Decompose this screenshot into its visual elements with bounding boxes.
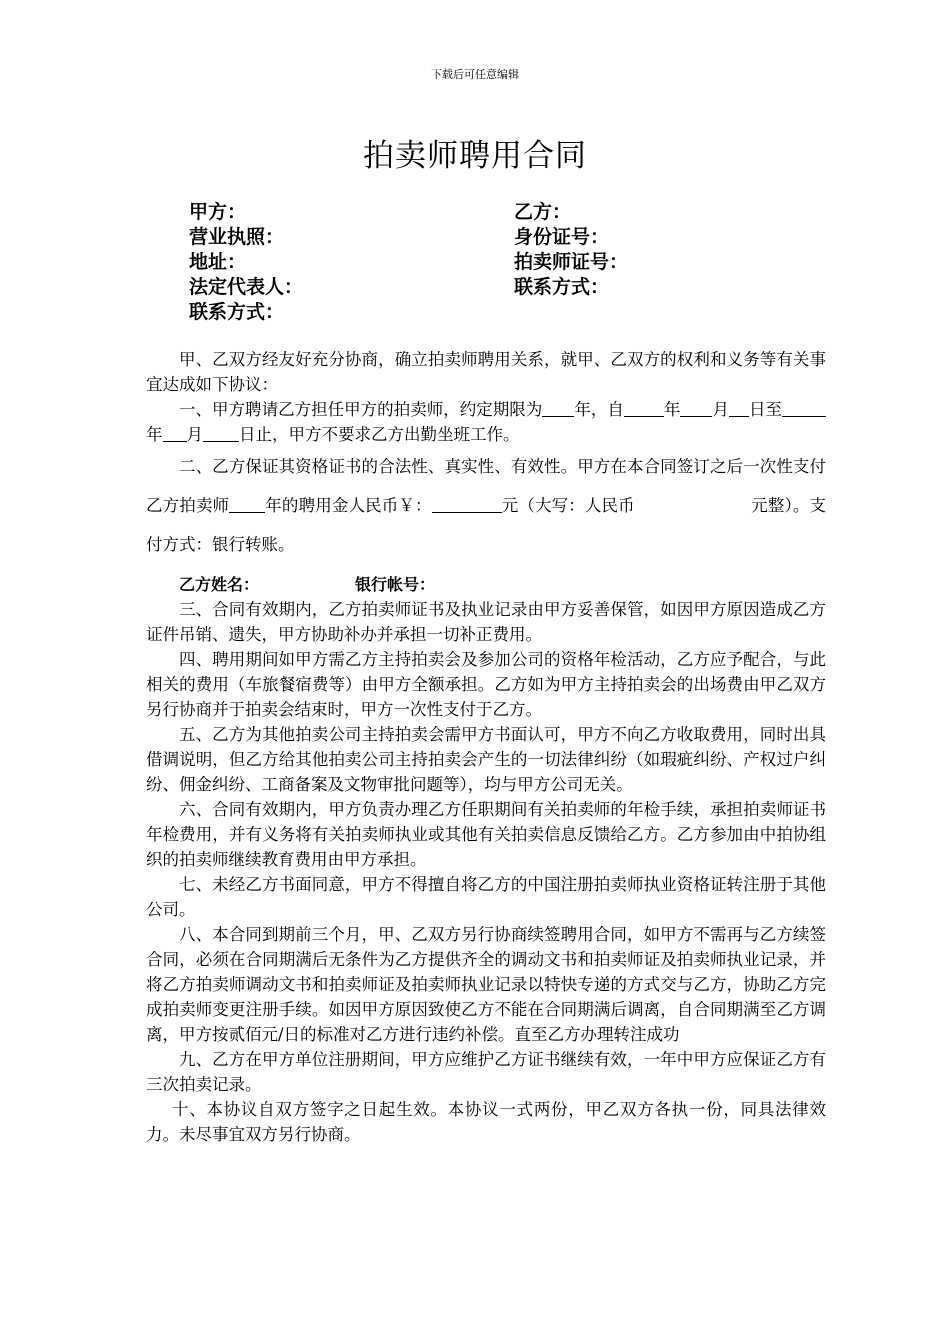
party-row: [189, 275, 749, 300]
clause-1: [146, 397, 826, 447]
clause-1-text: 一、甲方聘请乙方担任甲方的拍卖师，约定期限为: [179, 400, 543, 419]
contract-body: [146, 347, 826, 1147]
clause-2-text: 年的聘用金人民币￥：: [265, 496, 432, 515]
clause-1-text: 月: [712, 400, 729, 419]
page-title: 拍卖师聘用合同: [363, 138, 587, 174]
blank-start-month: [680, 398, 712, 417]
address-label: 地址：: [189, 251, 247, 273]
clause-1-text: 月: [186, 425, 203, 444]
clause-1-text: 年: [663, 400, 681, 419]
auctioneer-cert-label: 拍卖师证号：: [514, 251, 629, 273]
blank-term-years: [542, 398, 574, 417]
party-row: [189, 250, 749, 275]
clause-2-text: 二、乙方保证其资格证书的合法性、真实性、有效性。甲方在本合同签订之后一次性支付乙方拍卖师: [146, 457, 826, 515]
clause-2: [146, 447, 826, 564]
clause-1-text: 日止，甲方不要求乙方出勤坐班工作。: [239, 425, 520, 444]
bank-account-label: 银行帐号：: [355, 575, 436, 594]
intro-paragraph: 甲、乙双方经友好充分协商，确立拍卖师聘用关系，就甲、乙双方的权利和义务等有关事宜达成如下协议：: [146, 350, 826, 394]
header-note: 下载后可任意编辑: [431, 68, 519, 81]
bank-info-line: [146, 572, 826, 597]
party-row: [189, 200, 749, 225]
blank-fee-years: [229, 494, 265, 513]
party-b-label: 乙方：: [514, 201, 572, 223]
clause-4: 四、聘用期间如甲方需乙方主持拍卖会及参加公司的资格年检活动，乙方应予配合，与此相关的费用（车旅餐宿费等）由甲方全额承担。乙方如为甲方主持拍卖会的出场费由甲乙双方另行协商并于拍卖会结束时，甲方一次性支付于乙方。: [146, 650, 826, 719]
blank-start-day: [729, 398, 749, 417]
clause-8: 八、本合同到期前三个月，甲、乙双方另行协商续签聘用合同，如甲方不需再与乙方续签合同，必须在合同期满后无条件为乙方提供齐全的调动文书和拍卖师证及拍卖师执业记录，并将乙方拍卖师调动文书和拍卖师证及拍卖师执业记录以特快专递的方式交与乙方，协助乙方完成拍卖师变更注册手续。如因甲方原因致使乙方不能在合同期满后调离，自合同期满至乙方调离，甲方按贰佰元/日的标准对乙方进行违约补偿。直至乙方办理转注成功: [146, 925, 826, 1044]
blank-start-year: [624, 398, 664, 417]
legal-rep-label: 法定代表人：: [189, 276, 304, 298]
clause-3: 三、合同有效期内，乙方拍卖师证书及执业记录由甲方妥善保管，如因甲方原因造成乙方证件吊销、遗失，甲方协助补办并承担一切补正费用。: [146, 600, 826, 644]
clause-1-text: 年: [146, 425, 163, 444]
clause-1-text: 年，自: [574, 400, 624, 419]
clause-7: 七、未经乙方书面同意，甲方不得擅自将乙方的中国注册拍卖师执业资格证转注册于其他公司。: [146, 875, 826, 919]
clause-10: 十、本协议自双方签字之日起生效。本协议一式两份，甲乙双方各执一份，同具法律效力。未尽事宜双方另行协商。: [146, 1100, 826, 1144]
party-row: [189, 225, 749, 250]
party-row: [189, 300, 749, 325]
blank-fee-amount: [432, 494, 502, 513]
blank-end-day: [203, 423, 239, 442]
clause-9: 九、乙方在甲方单位注册期间，甲方应维护乙方证书继续有效，一年中甲方应保证乙方有三次拍卖记录。: [146, 1050, 826, 1094]
clause-2-text: 元（大写：人民币 元整）。支付方式：银行转账。: [146, 496, 827, 554]
id-number-label: 身份证号：: [514, 226, 610, 248]
payee-name-label: 乙方姓名：: [179, 575, 260, 594]
blank-end-month: [163, 423, 187, 442]
clause-5: 五、乙方为其他拍卖公司主持拍卖会需甲方书面认可，甲方不向乙方收取费用，同时出具借调说明，但乙方给其他拍卖公司主持拍卖会产生的一切法律纠纷（如瑕疵纠纷、产权过户纠纷、佣金纠纷、工商备案及文物审批问题等），均与甲方公司无关。: [146, 725, 826, 794]
business-license-label: 营业执照：: [189, 226, 285, 248]
clause-1-text: 日至: [748, 400, 783, 419]
party-b-contact-label: 联系方式：: [514, 276, 610, 298]
party-a-label: 甲方：: [189, 201, 247, 223]
parties-block: [189, 200, 749, 325]
clause-6: 六、合同有效期内，甲方负责办理乙方任职期间有关拍卖师的年检手续，承担拍卖师证书年检费用，并有义务将有关拍卖师执业或其他有关拍卖信息反馈给乙方。乙方参加由中拍协组织的拍卖师继续教育费用由甲方承担。: [146, 800, 826, 869]
party-a-contact-label: 联系方式：: [189, 301, 285, 323]
blank-end-year: [782, 398, 826, 417]
